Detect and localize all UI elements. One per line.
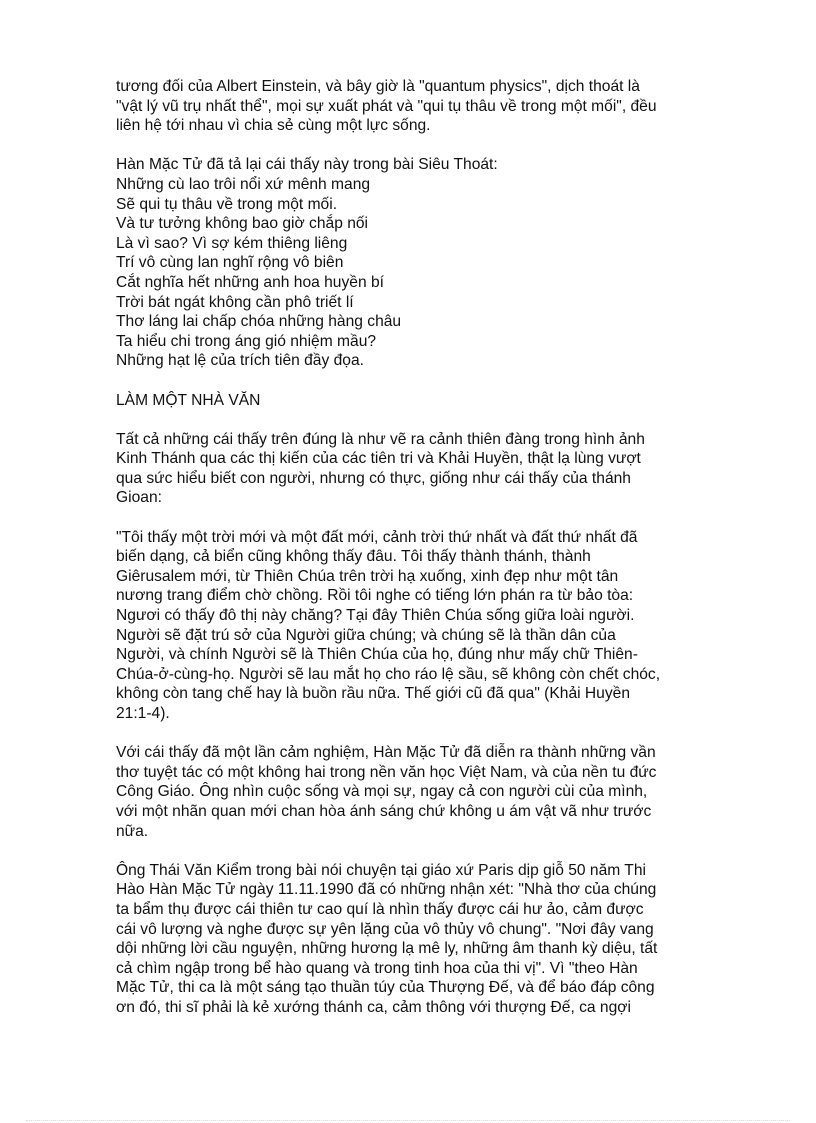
paragraph-einstein [116,77,748,136]
text-line: với một nhãn quan mới chan hòa ánh sáng chứ không u ám vật vã như trước [116,802,652,820]
poem-line: Và tư tưởng không bao giờ chắp nối [116,215,369,233]
paragraph-spacer [116,371,748,391]
text-line: ta bẩm thụ được cái thiên tư cao quí là nhìn thấy được cái hư ảo, cảm được [116,900,644,918]
poem-line: Những cù lao trôi nổi xứ mênh mang [116,175,371,193]
text-line: Ông Thái Văn Kiểm trong bài nói chuyện tại giáo xứ Paris dịp giỗ 50 năm Thi [116,861,646,879]
text-line: Giêrusalem mới, từ Thiên Chúa trên trời hạ xuống, xinh đẹp như một tân [116,567,619,585]
poem-line: Những hạt lệ của trích tiên đầy đọa. [116,352,364,370]
text-line: "Tôi thấy một trời mới và một đất mới, cảnh trời thứ nhất và đất thứ nhất đã [116,528,638,546]
text-line: Công Giáo. Ông nhìn cuộc sống và mọi sự, ngay cả con người cùi của mình, [116,783,648,801]
text-line: 21:1-4). [116,705,170,722]
text-line: biến dạng, cả biển cũng không thấy đâu. Tôi thấy thành thánh, thành [116,548,591,566]
text-line: dội những lời cầu nguyện, những hương lạ mê ly, những âm thanh kỳ diệu, tất [116,940,658,958]
text-line: ơn đó, thi sĩ phải là kẻ xướng thánh ca, cảm thông với thượng Đế, ca ngợi [116,998,631,1016]
text-line: tương đối của Albert Einstein, và bây giờ là "quantum physics", dịch thoát là [116,78,640,95]
text-line: nữa. [116,822,149,840]
text-line: liên hệ tới nhau vì chia sẻ cùng một lực sống. [116,117,431,135]
paragraph-han-mac-tu-vision [116,743,748,841]
text-line: Gioan: [116,489,162,507]
poem-line: Ta hiểu chi trong áng gió nhiệm mầu? [116,332,377,350]
section-heading: LÀM MỘT NHÀ VĂN [116,391,261,409]
poem-line: Cắt nghĩa hết những anh hoa huyền bí [116,273,384,291]
text-line: Người, và chính Người sẽ là Thiên Chúa của họ, đúng như mấy chữ Thiên- [116,646,638,664]
text-line: Với cái thấy đã một lần cảm nghiệm, Hàn Mặc Tử đã diễn ra thành những vần [116,744,656,762]
text-line: "vật lý vũ trụ nhất thể", mọi sự xuất phát và "qui tụ thâu về trong một mối", đều [116,97,657,115]
paragraph-revelation-quote [116,528,748,724]
paragraph-spacer [116,508,748,528]
paragraph-spacer [116,136,748,156]
poem-line: Là vì sao? Vì sợ kém thiêng liêng [116,234,348,252]
text-line: Hào Hàn Mặc Tử ngày 11.11.1990 đã có những nhận xét: "Nhà thơ của chúng [116,881,657,899]
text-line: không còn tang chế hay là buồn rầu nữa. Thế giới cũ đã qua" (Khải Huyền [116,685,630,703]
paragraph-spacer [116,724,748,744]
text-line: qua sức hiểu biết con người, nhưng có thực, giống như cái thấy của thánh [116,469,631,487]
text-line: nương trang điểm chờ chồng. Rồi tôi nghe có tiếng lớn phán ra từ bảo tòa: [116,587,634,605]
text-line: Ngươi có thấy đô thị này chăng? Tại đây Thiên Chúa sống giữa loài người. [116,607,635,625]
poem-line: Trời bát ngát không cần phô triết lí [116,293,354,311]
text-line: Mặc Tử, thi ca là một sáng tạo thuần túy của Thượng Đế, và để báo đáp công [116,979,655,997]
text-line: Người sẽ đặt trú sở của Người giữa chúng; và chúng sẽ là thần dân của [116,626,616,644]
poem-line: Trí vô cùng lan nghĩ rộng vô biên [116,254,344,272]
paragraph-thai-van-kiem [116,861,748,1018]
text-line: Chúa-ở-cùng-họ. Người sẽ lau mắt họ cho ráo lệ sầu, sẽ không còn chết chóc, [116,665,661,683]
text-line: cái vô lượng và nghe được sự yên lặng của vô thủy vô chung". "Nơi đây vang [116,920,654,938]
paragraph-poem-intro [116,155,748,175]
page-bottom-divider [26,1120,790,1121]
paragraph-heaven-vision [116,430,748,508]
poem-line: Sẽ qui tụ thâu về trong một mối. [116,195,338,213]
text-line: Tất cả những cái thấy trên đúng là như vẽ ra cảnh thiên đàng trong hình ảnh [116,430,645,448]
text-line: Hàn Mặc Tử đã tả lại cái thấy này trong bài Siêu Thoát: [116,156,498,174]
paragraph-spacer [116,841,748,861]
text-line: cả chìm ngập trong bể hào quang và trong tinh hoa của thi vị". Vì "theo Hàn [116,959,638,977]
text-line: thơ tuyệt tác có một không hai trong nền văn học Việt Nam, và của nền tu đức [116,763,657,781]
text-line: Kinh Thánh qua các thị kiến của các tiên tri và Khải Huyền, thật lạ lùng vượt [116,450,641,468]
paragraph-spacer [116,410,748,430]
document-body [116,77,748,1018]
poem-line: Thơ láng lai chấp chóa những hàng châu [116,313,402,331]
poem-sieu-thoat [116,175,748,371]
